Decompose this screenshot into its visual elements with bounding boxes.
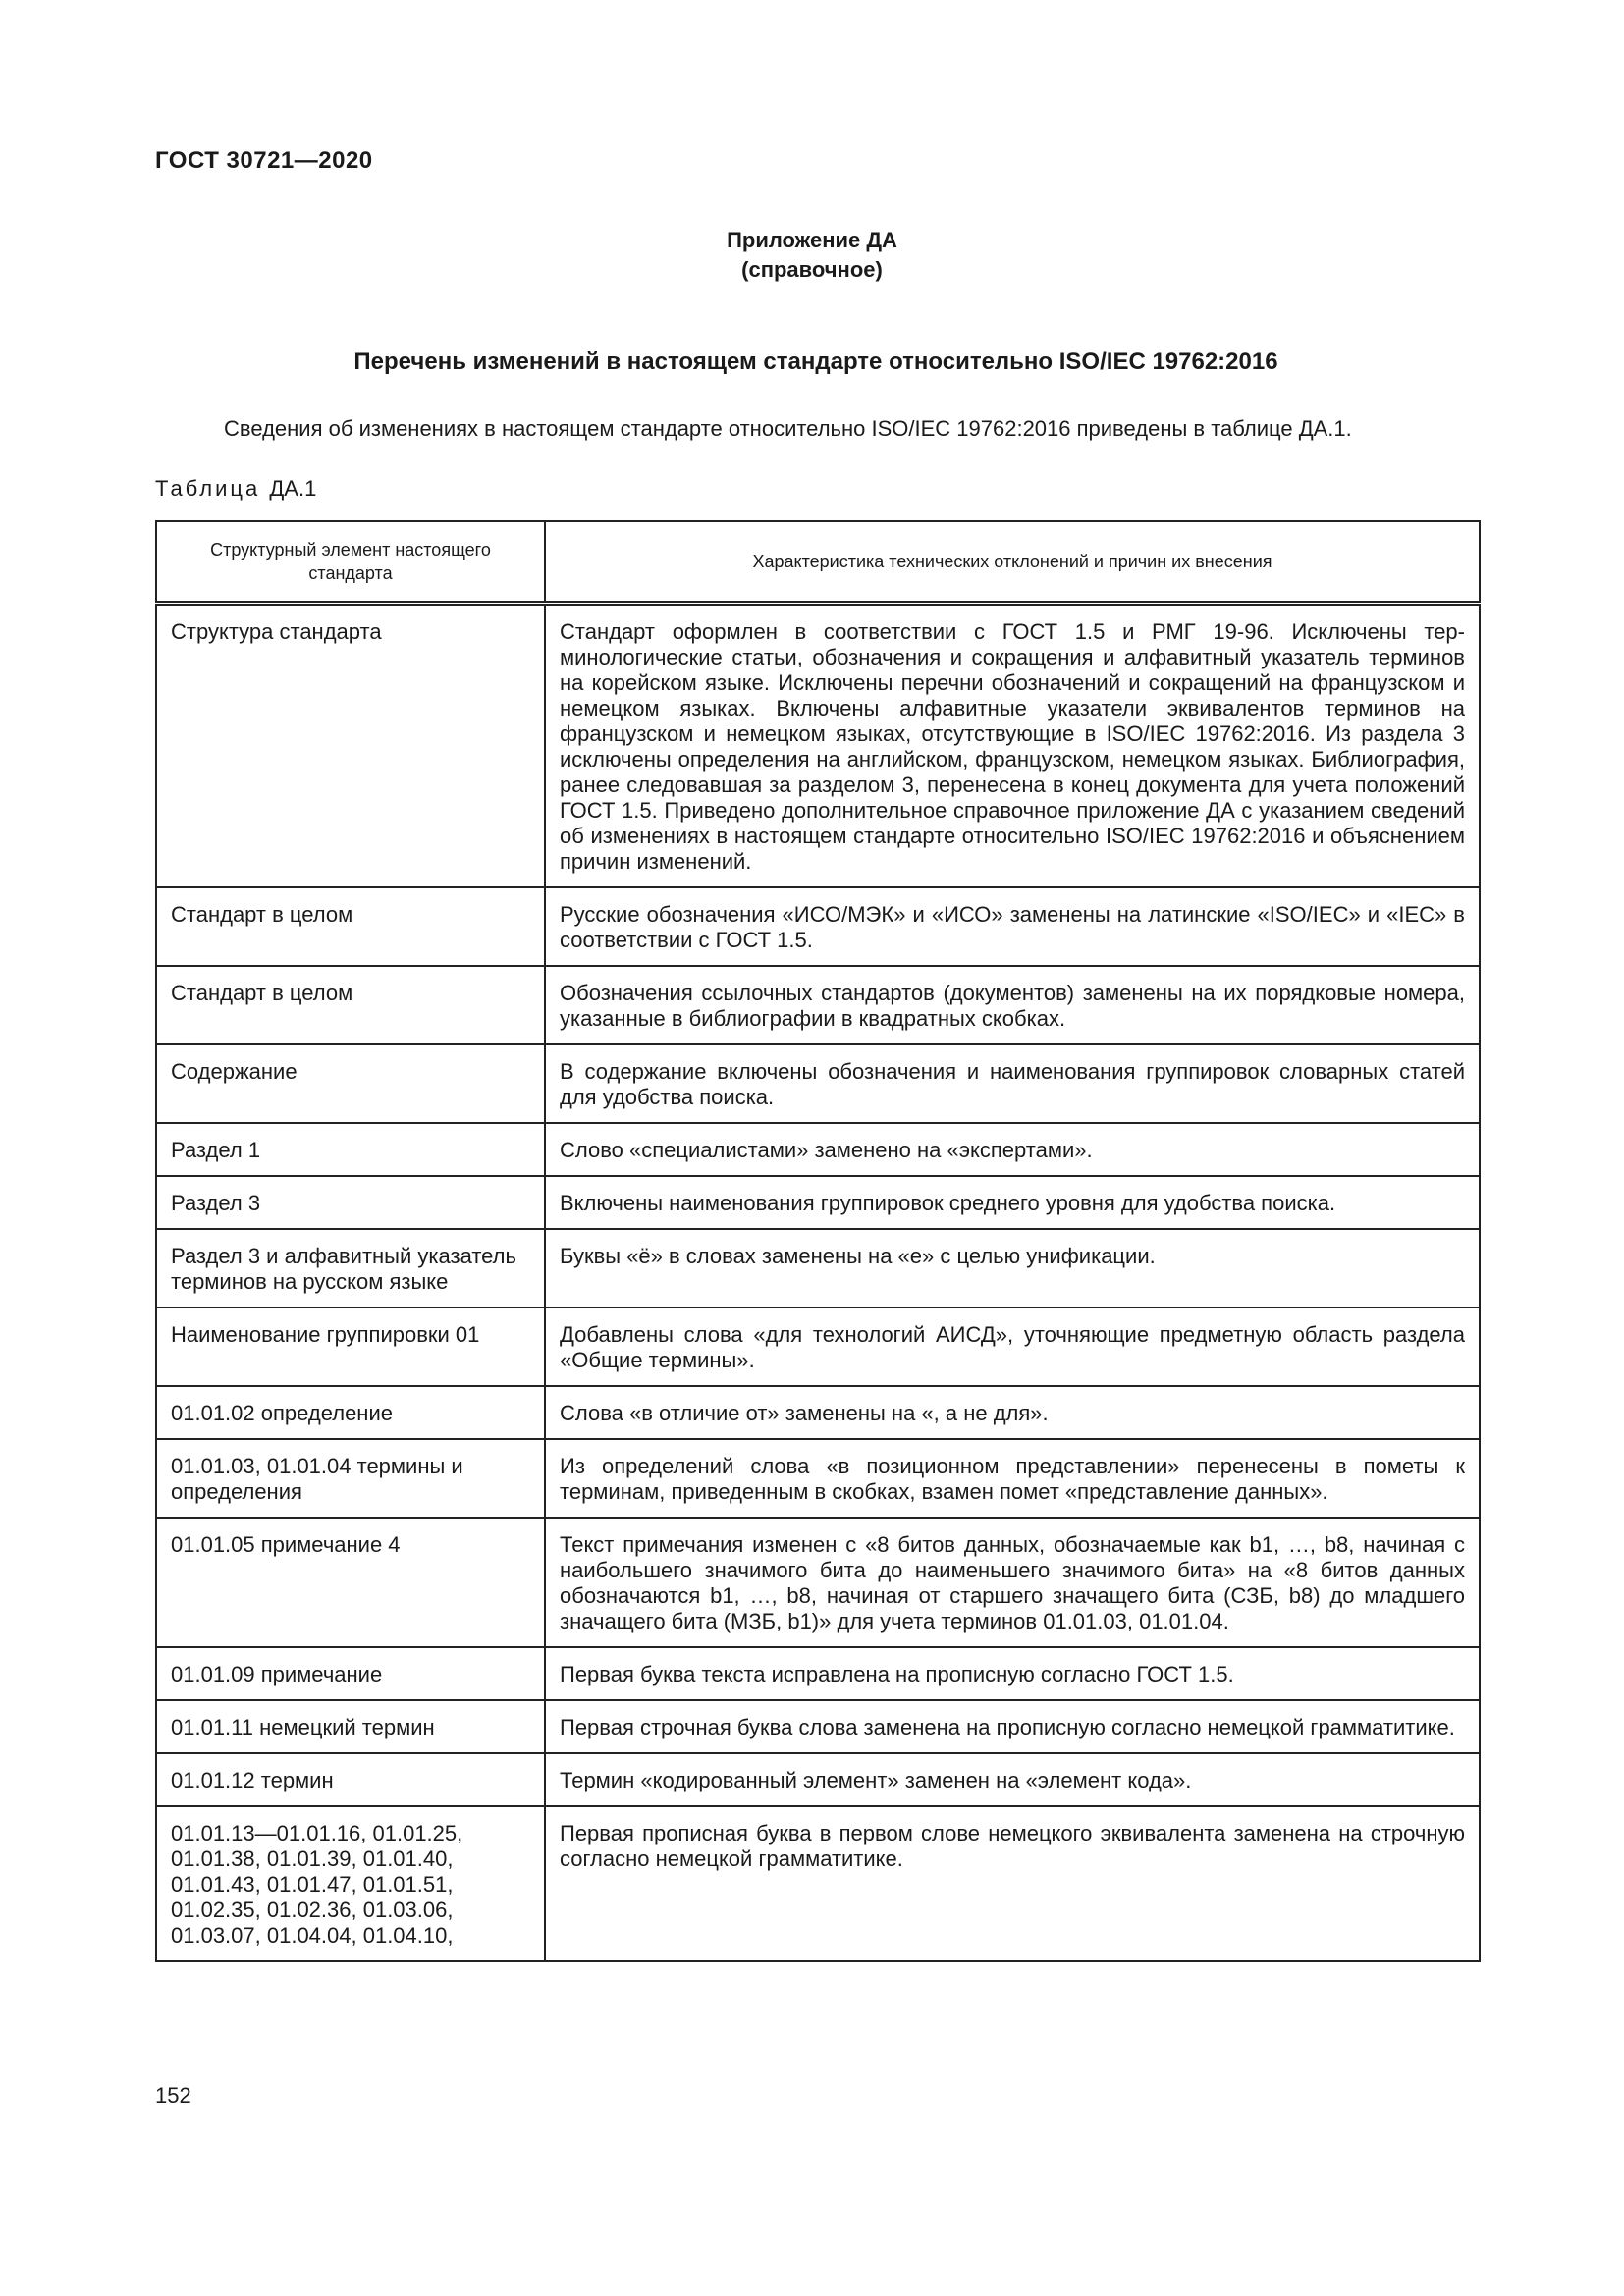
intro-paragraph: Сведения об изменениях в настоящем стандарте относительно ISO/IEC 19762:2016 приведены в таблице ДА.1. xyxy=(224,416,1352,441)
structural-element-cell: Содержание xyxy=(156,1044,545,1123)
structural-element-cell: 01.01.03, 01.01.04 термины и определения xyxy=(156,1439,545,1518)
table-row xyxy=(156,887,1480,966)
table-caption-word: Таблица xyxy=(155,476,261,501)
column-header-description: Характеристика технических отклонений и причин их внесения xyxy=(545,521,1480,604)
appendix-title: Приложение ДА xyxy=(727,228,897,252)
change-description-cell: Русские обозначения «ИСО/МЭК» и «ИСО» заменены на латинские «ISO/IEC» и «IEC» в соответствии с ГОСТ 1.5. xyxy=(545,887,1480,966)
table-row xyxy=(156,966,1480,1044)
table-row xyxy=(156,1439,1480,1518)
table-row xyxy=(156,1386,1480,1439)
table-row xyxy=(156,1518,1480,1647)
structural-element-cell: 01.01.09 примечание xyxy=(156,1647,545,1700)
structural-element-cell: 01.01.11 немецкий термин xyxy=(156,1700,545,1753)
change-description-cell: Буквы «ё» в словах заменены на «е» с целью унификации. xyxy=(545,1229,1480,1308)
change-description-cell: Слова «в отличие от» заменены на «, а не для». xyxy=(545,1386,1480,1439)
document-code: ГОСТ 30721—2020 xyxy=(155,147,373,174)
column-header-element: Структурный элемент настоящего стандарта xyxy=(156,521,545,604)
change-description-cell: В содержание включены обозначения и наименования группировок словарных статей для удобства поиска. xyxy=(545,1044,1480,1123)
change-description-cell: Первая строчная буква слова заменена на прописную согласно немецкой грамматитике. xyxy=(545,1700,1480,1753)
table-row xyxy=(156,1806,1480,1961)
change-description-cell: Слово «специалистами» заменено на «экспертами». xyxy=(545,1123,1480,1176)
structural-element-cell: Раздел 3 и алфавитный указатель терминов на русском языке xyxy=(156,1229,545,1308)
list-title: Перечень изменений в настоящем стандарте относительно ISO/IEC 19762:2016 xyxy=(353,348,1278,375)
change-description-cell: Обозначения ссылочных стандартов (документов) заменены на их порядковые номера, указанные в библиографии в квадратных скобках. xyxy=(545,966,1480,1044)
change-description-cell: Первая буква текста исправлена на прописную согласно ГОСТ 1.5. xyxy=(545,1647,1480,1700)
table-row xyxy=(156,604,1480,888)
table-row xyxy=(156,1308,1480,1386)
structural-element-cell: Структура стандарта xyxy=(156,604,545,888)
change-description-cell: Из определений слова «в позиционном представлении» перенесены в пометы к терминам, приведенным в скобках, взамен помет «представление данных». xyxy=(545,1439,1480,1518)
change-description-cell: Включены наименования группировок среднего уровня для удобства поиска. xyxy=(545,1176,1480,1229)
table-row xyxy=(156,1176,1480,1229)
structural-element-cell: Раздел 3 xyxy=(156,1176,545,1229)
appendix-heading xyxy=(0,226,1624,285)
table-caption xyxy=(155,476,316,502)
structural-element-cell: 01.01.12 термин xyxy=(156,1753,545,1806)
table-row xyxy=(156,1700,1480,1753)
change-description-cell: Добавлены слова «для технологий АИСД», уточняющие предметную область раздела «Общие термины». xyxy=(545,1308,1480,1386)
change-description-cell: Термин «кодированный элемент» заменен на «элемент кода». xyxy=(545,1753,1480,1806)
table-row xyxy=(156,1123,1480,1176)
appendix-subtitle: (справочное) xyxy=(741,257,883,282)
change-description-cell: Текст примечания изменен с «8 битов данных, обозначаемые как b1, …, b8, начиная с наибольшего значимого бита до наименьшего значимого бита» на «8 битов данных обозначаются b1, …, b8, начиная от старшего значащего бита (СЗБ, b8) до младшего значащего бита (МЗБ, b1)» для учета терминов 01.01.03, 01.01.04. xyxy=(545,1518,1480,1647)
table-row xyxy=(156,1044,1480,1123)
structural-element-cell: 01.01.05 примечание 4 xyxy=(156,1518,545,1647)
page-number: 152 xyxy=(155,2083,191,2108)
change-description-cell: Стандарт оформлен в соответствии с ГОСТ 1.5 и РМГ 19-96. Исключены терминологические статьи, обозначения и сокращения и алфавитный указатель терминов на корейском языке. Исключены перечни обозначений и сокращений на французском и немецком языках. Включены алфавитные указатели эквивалентов терминов на французском и немецком языках, отсутствующие в ISO/IEC 19762:2016. Из раздела 3 исключены определения на английском, французском, немецком языках. Библиография, ранее следовавшая за разделом 3, перенесена в конец документа для учета положений ГОСТ 1.5. Приведено дополнительное справочное приложение ДА с указанием сведений об изменениях в настоящем стандарте относительно ISO/IEC 19762:2016 и объяснением причин изменений. xyxy=(545,604,1480,888)
table-row xyxy=(156,1753,1480,1806)
structural-element-cell: Стандарт в целом xyxy=(156,966,545,1044)
structural-element-cell: Стандарт в целом xyxy=(156,887,545,966)
structural-element-cell: 01.01.02 определение xyxy=(156,1386,545,1439)
change-description-cell: Первая прописная буква в первом слове немецкого эквивалента заменена на строчную согласно немецкой грамматитике. xyxy=(545,1806,1480,1961)
changes-table xyxy=(155,520,1481,1962)
structural-element-cell: 01.01.13—01.01.16, 01.01.25, 01.01.38, 01.01.39, 01.01.40, 01.01.43, 01.01.47, 01.01.51, 01.02.35, 01.02.36, 01.03.06, 01.03.07, 01.04.04, 01.04.10, xyxy=(156,1806,545,1961)
table-row xyxy=(156,1647,1480,1700)
structural-element-cell: Раздел 1 xyxy=(156,1123,545,1176)
structural-element-cell: Наименование группировки 01 xyxy=(156,1308,545,1386)
table-caption-number: ДА.1 xyxy=(269,476,317,501)
table-row xyxy=(156,1229,1480,1308)
table-header-row xyxy=(156,521,1480,604)
